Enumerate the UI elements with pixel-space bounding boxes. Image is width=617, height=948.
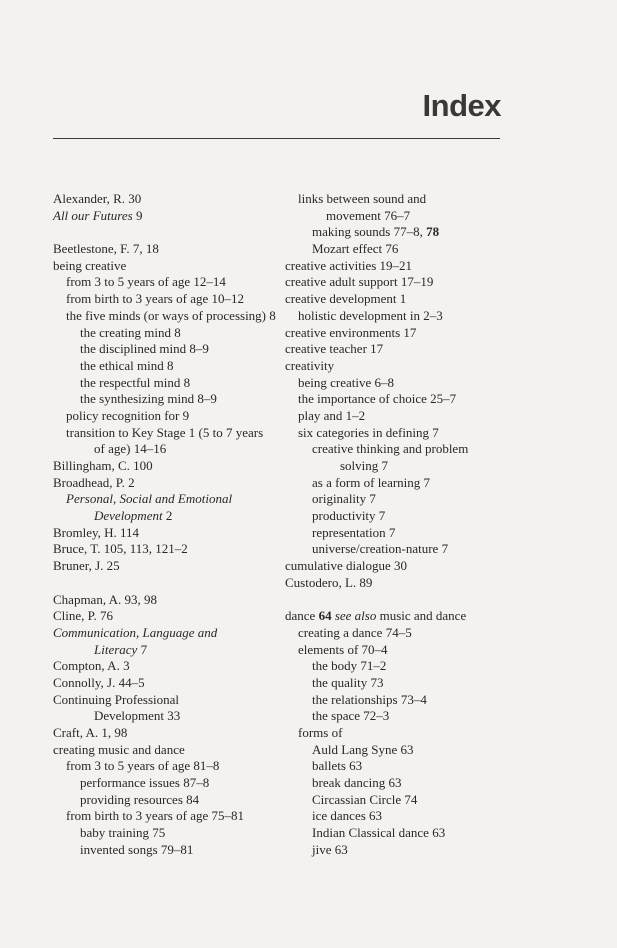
index-entry (53, 742, 293, 759)
index-entry (53, 842, 293, 859)
index-entry-text: the body 71–2 (312, 658, 387, 674)
index-entry (285, 558, 525, 575)
index-entry (53, 725, 293, 742)
index-entry (285, 625, 525, 642)
index-entry-text: music and dance (376, 608, 467, 624)
index-entry-text: Continuing Professional (53, 691, 180, 707)
index-entry-text: jive 63 (312, 841, 348, 857)
index-entry-text: Mozart effect 76 (312, 241, 399, 257)
index-entry (53, 792, 293, 809)
index-entry (285, 341, 525, 358)
index-entry (285, 425, 525, 442)
index-entry-text: creating a dance 74–5 (298, 624, 412, 640)
index-entry (285, 208, 525, 225)
index-entry (285, 758, 525, 775)
index-entry-text: making sounds 77–8, (312, 224, 427, 240)
index-entry (285, 441, 525, 458)
index-entry-text: being creative (53, 257, 127, 273)
index-entry-text: creative environments 17 (285, 324, 417, 340)
index-entry (285, 258, 525, 275)
index-entry (285, 508, 525, 525)
index-entry-text: Billingham, C. 100 (53, 458, 153, 473)
index-entry-text: the space 72–3 (312, 708, 390, 724)
index-entry-text: creative thinking and problem (312, 441, 469, 457)
index-entry-text: ice dances 63 (312, 808, 383, 824)
index-entry (53, 508, 293, 525)
index-entry (53, 291, 293, 308)
index-entry (53, 658, 293, 675)
index-entry-text: creative adult support 17–19 (285, 274, 434, 290)
index-entry (53, 241, 293, 258)
index-entry-text: the five minds (or ways of processing) 8 (66, 307, 276, 323)
index-entry (53, 825, 293, 842)
index-entry (53, 358, 293, 375)
index-entry (285, 358, 525, 375)
index-entry (53, 592, 293, 609)
index-entry (285, 291, 525, 308)
index-entry (285, 375, 525, 392)
index-entry-text: cumulative dialogue 30 (285, 558, 408, 574)
index-entry (285, 825, 525, 842)
index-entry (53, 191, 293, 208)
index-entry-text: Development (94, 508, 163, 524)
index-entry-text: Broadhead, P. 2 (53, 474, 135, 490)
index-entry-text: originality 7 (312, 491, 376, 507)
index-entry-text: the respectful mind 8 (80, 374, 191, 390)
index-entry-text: Bruner, J. 25 (53, 558, 120, 574)
index-entry (285, 608, 525, 625)
index-entry-text: Personal, Social and Emotional (66, 491, 233, 507)
index-entry-text: the synthesizing mind 8–9 (80, 391, 217, 407)
index-entry (53, 708, 293, 725)
index-entry-text: Compton, A. 3 (53, 658, 130, 674)
index-entry (53, 775, 293, 792)
index-entry-text: Circassian Circle 74 (312, 791, 418, 807)
index-entry (53, 808, 293, 825)
index-entry-text: Chapman, A. 93, 98 (53, 591, 157, 607)
page-title: Index (422, 88, 501, 123)
index-entry (53, 558, 293, 575)
index-entry (285, 792, 525, 809)
index-entry-text: see also (331, 608, 377, 624)
index-entry (285, 391, 525, 408)
index-entry-text: 78 (426, 224, 440, 240)
index-entry-text: All our Futures (53, 207, 133, 223)
index-entry-text: 2 (162, 508, 173, 524)
index-entry-text: from 3 to 5 years of age 12–14 (66, 274, 226, 290)
index-entry-text: creative development 1 (285, 291, 407, 307)
index-entry-text: creativity (285, 357, 335, 373)
index-entry-text: performance issues 87–8 (80, 775, 210, 791)
index-entry-text: the disciplined mind 8–9 (80, 341, 209, 357)
index-entry-text: movement 76–7 (326, 207, 411, 223)
index-entry (285, 708, 525, 725)
index-entry (285, 241, 525, 258)
index-entry (53, 642, 293, 659)
index-entry-text: break dancing 63 (312, 775, 402, 791)
index-entry (285, 675, 525, 692)
index-entry (53, 341, 293, 358)
index-entry (285, 191, 525, 208)
index-entry (53, 458, 293, 475)
index-entry-text: Cline, P. 76 (53, 608, 113, 624)
index-entry (285, 491, 525, 508)
index-entry-text: creative teacher 17 (285, 341, 384, 357)
index-entry-text: the relationships 73–4 (312, 691, 427, 707)
index-entry (53, 608, 293, 625)
index-entry-text: as a form of learning 7 (312, 474, 431, 490)
index-entry-text: invented songs 79–81 (80, 841, 194, 857)
index-entry (53, 625, 293, 642)
index-entry (53, 308, 293, 325)
index-entry (53, 441, 293, 458)
index-entry-text: the importance of choice 25–7 (298, 391, 457, 407)
index-entry (285, 224, 525, 241)
index-entry-text: the creating mind 8 (80, 324, 181, 340)
index-entry (53, 208, 293, 225)
index-entry-text: from birth to 3 years of age 75–81 (66, 808, 244, 824)
index-entry (285, 725, 525, 742)
index-entry (53, 258, 293, 275)
index-entry (53, 375, 293, 392)
index-entry (53, 541, 293, 558)
index-entry-text: 7 (137, 641, 148, 657)
index-entry-text: holistic development in 2–3 (298, 307, 443, 323)
index-entry-text: Development 33 (94, 708, 181, 724)
index-entry (285, 808, 525, 825)
index-entry-text: dance (285, 608, 319, 624)
index-entry-text: Communication, Language and (53, 624, 218, 640)
index-entry (285, 525, 525, 542)
index-entry-text: transition to Key Stage 1 (5 to 7 years (66, 424, 264, 440)
index-entry (285, 775, 525, 792)
index-entry-text: Bromley, H. 114 (53, 524, 140, 540)
index-entry (285, 692, 525, 709)
index-entry (53, 758, 293, 775)
index-entry-text: Bruce, T. 105, 113, 121–2 (53, 541, 188, 557)
index-entry (53, 408, 293, 425)
index-entry-text: solving 7 (340, 458, 389, 473)
index-column-left (53, 191, 293, 859)
index-entry-text: 9 (132, 207, 143, 223)
index-entry-text: play and 1–2 (298, 407, 366, 423)
index-entry (53, 475, 293, 492)
index-entry-text: policy recognition for 9 (66, 407, 190, 423)
index-entry (285, 475, 525, 492)
index-entry-text: creative activities 19–21 (285, 257, 413, 273)
index-entry (53, 491, 293, 508)
index-entry (285, 575, 525, 592)
index-entry-text: 64 (318, 608, 332, 624)
index-column-right (285, 191, 525, 859)
index-entry-text: productivity 7 (312, 508, 386, 524)
index-entry (285, 642, 525, 659)
index-entry (53, 274, 293, 291)
index-entry-text: elements of 70–4 (298, 641, 388, 657)
index-entry (285, 541, 525, 558)
index-entry (285, 842, 525, 859)
index-entry-text: Craft, A. 1, 98 (53, 725, 128, 740)
index-entry-text: from birth to 3 years of age 10–12 (66, 291, 244, 307)
index-entry-text: six categories in defining 7 (298, 424, 439, 440)
index-entry-text: from 3 to 5 years of age 81–8 (66, 758, 220, 774)
index-entry-text: the ethical mind 8 (80, 357, 174, 373)
index-entry-text: ballets 63 (312, 758, 363, 774)
index-entry-text: Alexander, R. 30 (53, 191, 142, 206)
index-entry-text: links between sound and (298, 191, 427, 206)
index-entry-text: Literacy (94, 641, 138, 657)
index-entry-text: Auld Lang Syne 63 (312, 741, 414, 757)
index-entry (285, 458, 525, 475)
index-entry (53, 325, 293, 342)
index-entry (53, 391, 293, 408)
index-entry-text: of age) 14–16 (94, 441, 167, 457)
index-entry (285, 408, 525, 425)
index-entry (53, 425, 293, 442)
index-entry (285, 308, 525, 325)
index-entry (53, 675, 293, 692)
index-entry-text: Connolly, J. 44–5 (53, 674, 145, 690)
index-entry (53, 525, 293, 542)
index-entry (285, 274, 525, 291)
index-entry-text: forms of (298, 725, 343, 740)
index-entry-text: being creative 6–8 (298, 374, 395, 390)
index-entry (285, 742, 525, 759)
index-entry-text: universe/creation-nature 7 (312, 541, 449, 557)
index-entry (285, 658, 525, 675)
index-entry-text: Indian Classical dance 63 (312, 825, 446, 841)
index-entry-text: providing resources 84 (80, 791, 200, 807)
index-entry-text: the quality 73 (312, 674, 384, 690)
index-entry-text: baby training 75 (80, 825, 166, 841)
index-entry-text: Beetlestone, F. 7, 18 (53, 241, 159, 257)
index-entry (53, 692, 293, 709)
index-entry-text: creating music and dance (53, 741, 185, 757)
index-entry-text: Custodero, L. 89 (285, 574, 373, 590)
title-rule (53, 138, 500, 139)
index-entry (285, 325, 525, 342)
index-entry-text: representation 7 (312, 524, 396, 540)
